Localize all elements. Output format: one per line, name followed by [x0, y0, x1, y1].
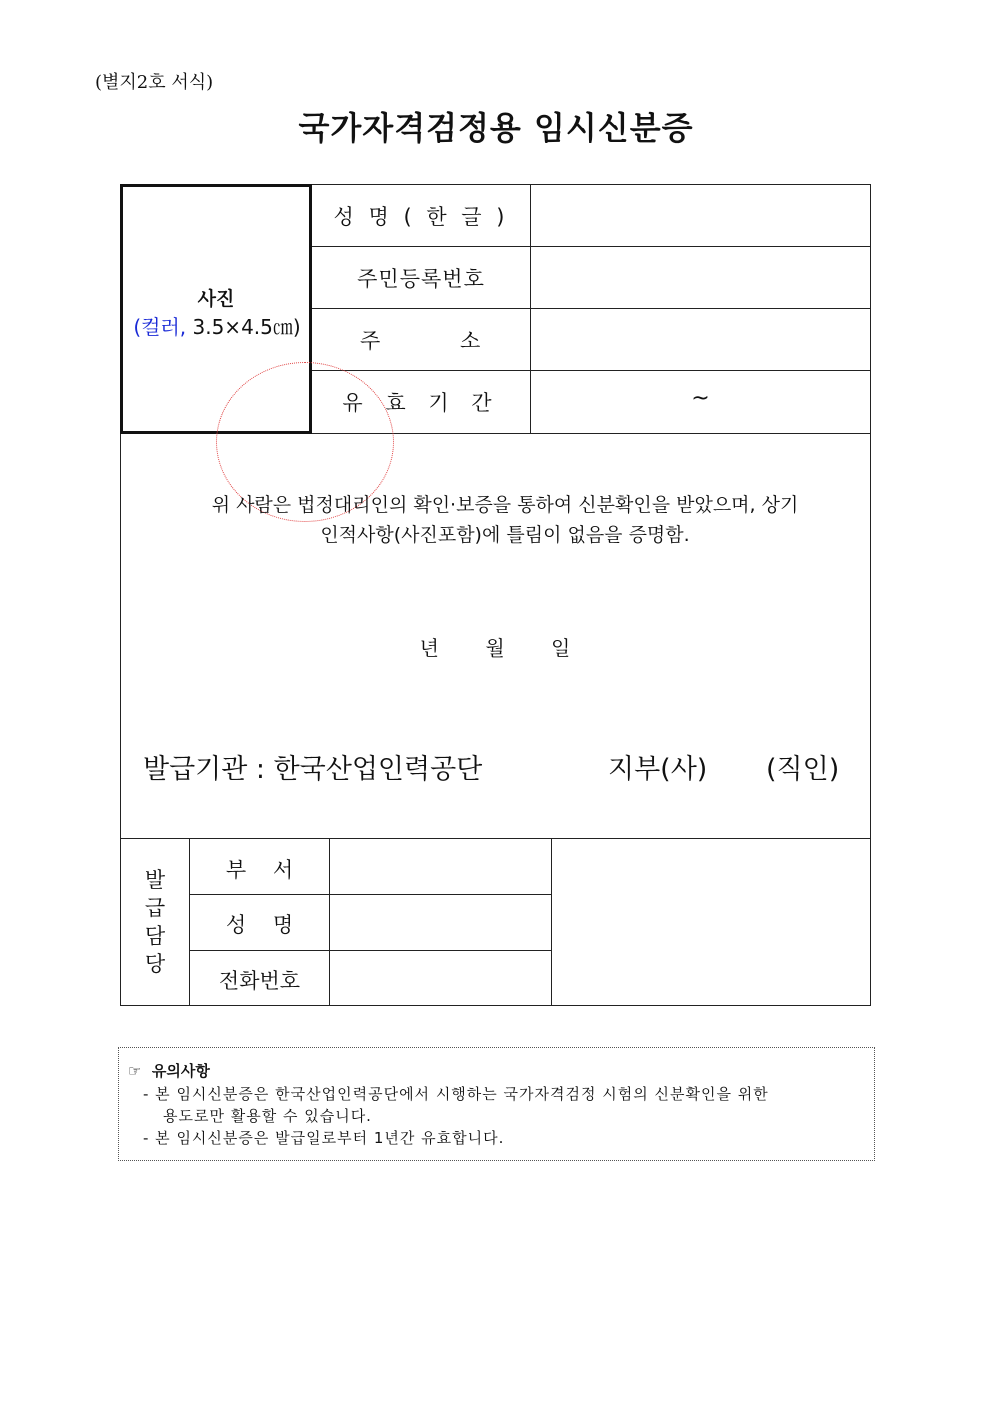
notice-item-2: - 본 임시신분증은 발급일로부터 1년간 유효합니다. — [143, 1129, 505, 1147]
validity-range: ~ — [691, 386, 710, 411]
section-divider — [120, 838, 871, 839]
date-day: 일 — [551, 636, 571, 660]
certification-statement — [140, 490, 870, 550]
staff-row-divider — [189, 894, 551, 895]
photo-label: 사진 — [197, 288, 235, 310]
statement-line-1: 위 사람은 법정대리인의 확인·보증을 통하여 신분확인을 받았으며, 상기 — [211, 494, 799, 516]
issuer-seal: (직인) — [766, 754, 840, 785]
document-title: 국가자격검정용 임시신분증 — [298, 109, 694, 147]
address-label-part2: 소 — [460, 329, 481, 353]
staff-label-char: 급 — [144, 896, 166, 920]
notice-item-1: - 본 임시신분증은 한국산업인력공단에서 시행하는 국가자격검정 시험의 신분확인을 위한 — [143, 1085, 769, 1103]
pointing-hand-icon: ☞ — [128, 1062, 142, 1080]
notice-title-text: 유의사항 — [151, 1062, 210, 1080]
staff-label-char: 발 — [144, 868, 166, 892]
staff-label-char: 당 — [144, 952, 166, 976]
department-label: 부 서 — [225, 858, 294, 882]
rrn-label: 주민등록번호 — [357, 267, 485, 291]
statement-line-2: 인적사항(사진포함)에 틀림이 없음을 증명함. — [320, 524, 690, 546]
date-month: 월 — [485, 636, 505, 660]
row-divider — [312, 246, 871, 247]
issuer-label: 발급기관 : 한국산업인력공단 — [143, 754, 483, 785]
photo-size-value: 3.5×4.5㎝) — [186, 315, 301, 339]
staff-row-divider — [189, 950, 551, 951]
name-label: 성 명 ( 한 글 ) — [333, 205, 509, 229]
issuing-staff-label — [121, 866, 189, 978]
phone-label: 전화번호 — [218, 969, 301, 993]
issuer-branch: 지부(사) — [608, 754, 708, 785]
notice-item-1-cont: 용도로만 활용할 수 있습니다. — [163, 1107, 372, 1125]
row-divider — [312, 308, 871, 309]
validity-label: 유 효 기 간 — [342, 391, 500, 415]
staff-divider — [329, 838, 330, 1006]
issue-date — [140, 632, 850, 661]
staff-divider — [551, 838, 552, 1006]
staff-name-label: 성 명 — [225, 913, 294, 937]
form-number: (별지2호 서식) — [95, 72, 214, 93]
notice-title — [128, 1060, 210, 1081]
address-label-part1: 주 — [360, 329, 381, 353]
photo-color-word: (컬러, — [133, 315, 187, 339]
date-year: 년 — [419, 636, 439, 660]
photo-size-note — [120, 311, 314, 340]
row-divider — [312, 370, 871, 371]
staff-label-char: 담 — [144, 924, 166, 948]
